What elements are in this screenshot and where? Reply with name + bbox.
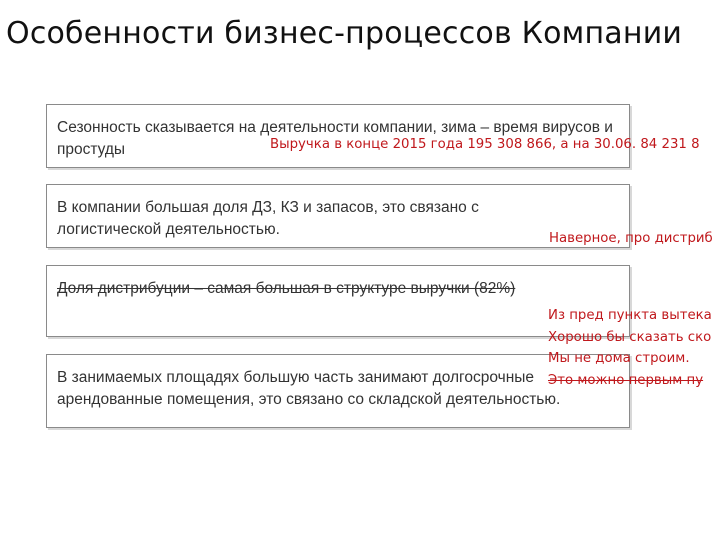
text-box-distribution-text: Доля дистрибуции – самая большая в структуре выручки (82%) — [57, 280, 516, 297]
text-box-seasonality-text: Сезонность сказывается на деятельности компании, зима – время вирусов и простуды — [57, 119, 613, 158]
text-box-distribution[interactable] — [46, 265, 630, 337]
comment-revenue: Выручка в конце 2015 года 195 308 866, а на 30.06. 84 231 8 — [270, 137, 700, 152]
page-title: Особенности бизнес-процессов Компании — [6, 16, 683, 51]
comment-line: Мы не дома строим. — [548, 351, 690, 366]
comment-line: Хорошо бы сказать ско — [548, 329, 712, 345]
comment-distribution: Наверное, про дистриб — [549, 231, 713, 246]
text-box-receivables[interactable] — [46, 184, 630, 248]
text-box-receivables-text: В компании большая доля ДЗ, КЗ и запасов, это связано с логистической деятельностью. — [57, 199, 479, 238]
comment-line: Из пред пункта вытека — [548, 308, 712, 323]
comment-lines — [548, 305, 712, 391]
text-box-premises[interactable] — [46, 354, 630, 428]
text-box-premises-text: В занимаемых площадях большую часть занимают долгосрочные арендованные помещения, это связано со складской деятельностью. — [57, 369, 561, 408]
comment-line: Это можно первым пу — [548, 372, 704, 388]
